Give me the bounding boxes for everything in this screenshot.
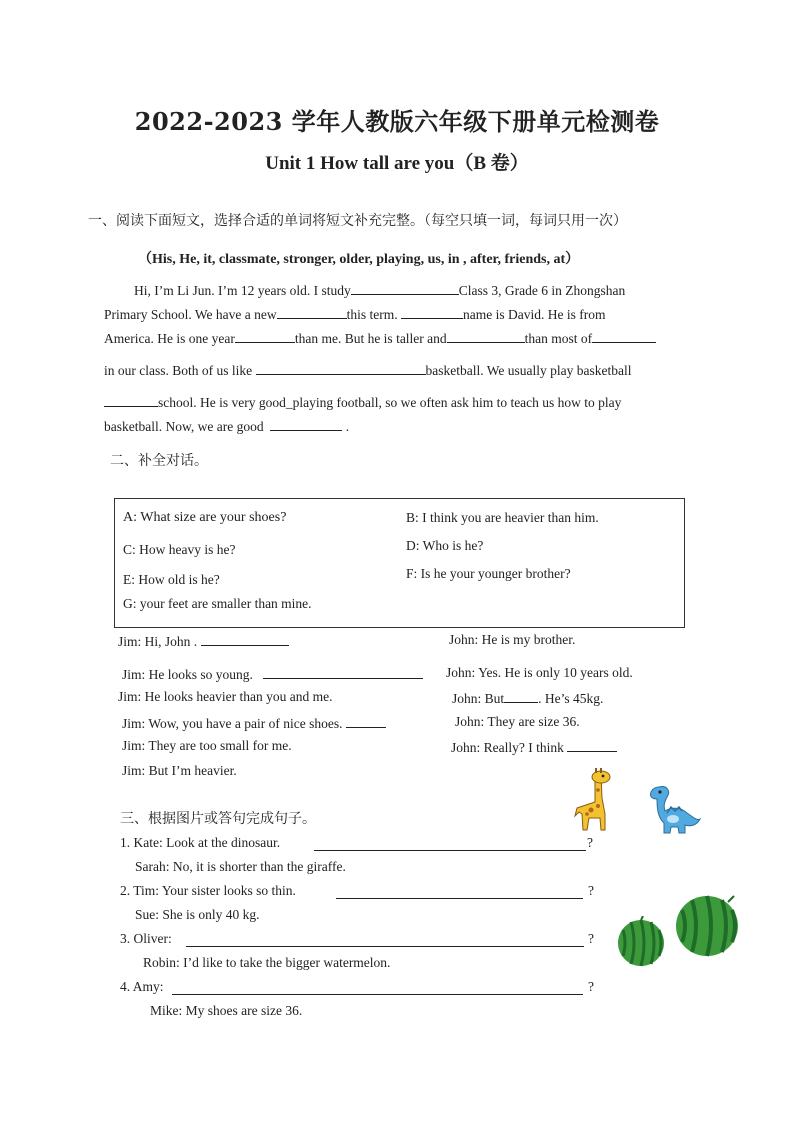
passage-line-1	[134, 281, 625, 299]
passage-text: than me. But he is taller and	[294, 331, 447, 346]
q2-question: 2. Tim: Your sister looks so thin.	[120, 883, 296, 898]
dialog-jim-5: Jim: They are too small for me.	[122, 738, 292, 753]
q4-answer-line[interactable]	[172, 994, 583, 995]
blank-5[interactable]	[447, 329, 525, 343]
page-title: 2022-2023 学年人教版六年级下册单元检测卷	[134, 107, 660, 136]
q2-answer: Sue: She is only 40 kg.	[135, 907, 260, 922]
q3-answer: Robin: I’d like to take the bigger watermelon.	[143, 955, 391, 970]
option-b: B: I think you are heavier than him.	[406, 510, 599, 525]
dialog-blank-4[interactable]	[346, 714, 386, 728]
dialog-john-2: John: Yes. He is only 10 years old.	[446, 665, 633, 680]
q4-answer: Mike: My shoes are size 36.	[150, 1003, 303, 1018]
q3-qmark: ?	[588, 931, 594, 946]
dialog-jim-6: Jim: But I’m heavier.	[122, 763, 237, 778]
passage-line-5	[104, 393, 621, 411]
dialog-blank-5[interactable]	[567, 738, 617, 752]
dialog-text: John: But	[452, 691, 505, 706]
q4-question: 4. Amy:	[120, 979, 164, 994]
blank-2[interactable]	[277, 305, 347, 319]
option-c: C: How heavy is he?	[123, 542, 236, 557]
passage-text: Primary School. We have a new	[104, 307, 277, 322]
dialog-jim-1	[118, 632, 289, 650]
dialog-blank-2[interactable]	[263, 665, 423, 679]
blank-6[interactable]	[592, 329, 656, 343]
passage-line-6	[104, 417, 349, 435]
passage-text: basketball. Now, we are good	[104, 419, 264, 434]
dialog-text: . He’s 45kg.	[538, 691, 604, 706]
q1-answer: Sarah: No, it is shorter than the giraffe.	[135, 859, 346, 874]
giraffe-icon	[565, 768, 615, 834]
passage-text: America. He is one year	[104, 331, 235, 346]
option-e: E: How old is he?	[123, 572, 220, 587]
dialog-jim-4	[122, 714, 386, 732]
section3-heading: 三、根据图片或答句完成句子。	[120, 811, 316, 827]
option-g: G: your feet are smaller than mine.	[123, 596, 312, 611]
dialog-john-5	[451, 738, 617, 756]
q1-question: 1. Kate: Look at the dinosaur.	[120, 835, 281, 850]
q2-qmark: ?	[588, 883, 594, 898]
blank-8[interactable]	[104, 393, 158, 407]
dialog-text: Jim: He looks so young.	[122, 667, 253, 682]
blank-7[interactable]	[256, 361, 426, 375]
dialog-blank-1[interactable]	[201, 632, 289, 646]
passage-text: Hi, I’m Li Jun. I’m 12 years old. I study	[134, 283, 351, 298]
page-subtitle: Unit 1 How tall are you（B 卷）	[265, 153, 529, 174]
passage-text: Class 3, Grade 6 in Zhongshan	[458, 283, 626, 298]
option-f: F: Is he your younger brother?	[406, 566, 571, 581]
dialog-john-3	[452, 689, 603, 707]
q1-qmark: ?	[587, 835, 593, 850]
blank-3[interactable]	[401, 305, 463, 319]
passage-line-4	[104, 361, 632, 379]
passage-line-3	[104, 329, 656, 347]
blank-1[interactable]	[351, 281, 459, 295]
dialog-text: John: Really? I think	[451, 740, 564, 755]
passage-text: name is David. He is from	[463, 307, 606, 322]
dialog-john-4: John: They are size 36.	[455, 714, 580, 729]
dialog-jim-2	[122, 665, 423, 683]
passage-line-2	[104, 305, 605, 323]
passage-text: than most of	[524, 331, 593, 346]
word-bank: （His, He, it, classmate, stronger, older, playing, us, in , after, friends, at）	[138, 252, 580, 267]
dialog-john-1: John: He is my brother.	[449, 632, 576, 647]
q1-answer-line[interactable]	[314, 850, 586, 851]
big-watermelon-icon	[674, 892, 742, 958]
passage-text: this term.	[346, 307, 398, 322]
q2-answer-line[interactable]	[336, 898, 583, 899]
dialog-blank-3[interactable]	[504, 689, 538, 703]
dialog-text: Jim: Wow, you have a pair of nice shoes.	[122, 716, 343, 731]
small-watermelon-icon	[617, 916, 667, 968]
option-a: A: What size are your shoes?	[123, 510, 287, 525]
blank-9[interactable]	[270, 417, 342, 431]
blank-4[interactable]	[235, 329, 295, 343]
q3-answer-line[interactable]	[186, 946, 584, 947]
section1-heading: 一、阅读下面短文，选择合适的单词将短文补充完整。（每空只填一词，每词只用一次）	[88, 213, 627, 229]
passage-text: basketball. We usually play basketball	[425, 363, 632, 378]
dialog-jim-3: Jim: He looks heavier than you and me.	[118, 689, 333, 704]
dialog-text: Jim: Hi, John .	[118, 634, 198, 649]
q4-qmark: ?	[588, 979, 594, 994]
passage-text: in our class. Both of us like	[104, 363, 253, 378]
passage-text: .	[345, 419, 350, 434]
dinosaur-icon	[645, 783, 701, 835]
option-d: D: Who is he?	[406, 538, 484, 553]
passage-text: school. He is very good_playing football, so we often ask him to teach us how to play	[158, 395, 622, 410]
section2-heading: 二、补全对话。	[110, 453, 208, 469]
q3-question: 3. Oliver:	[120, 931, 172, 946]
